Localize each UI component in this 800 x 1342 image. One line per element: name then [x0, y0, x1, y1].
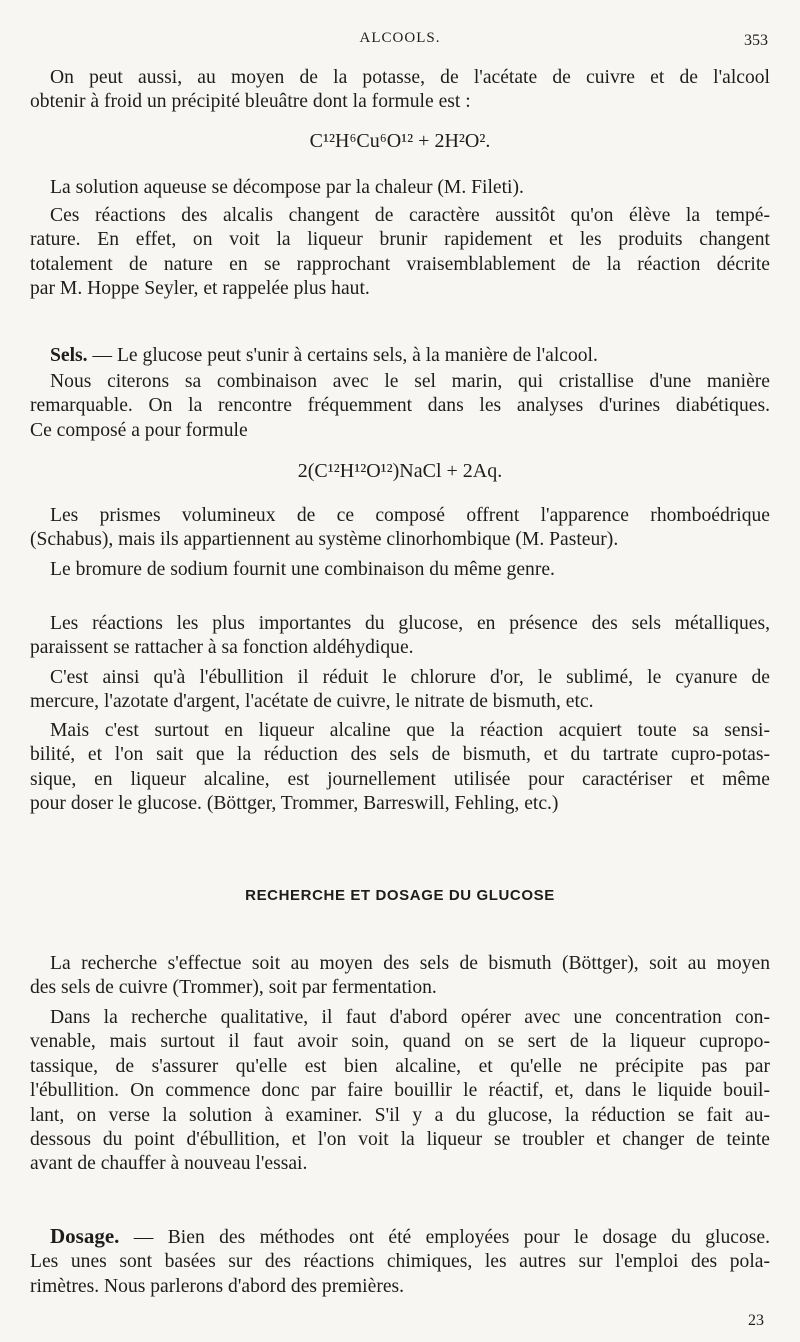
formula-text: 2(C¹²H¹²O¹²)NaCl + 2Aq. — [297, 460, 503, 482]
text-line: l'ébullition. On commence donc par faire bouillir le réactif, et, dans le liquide bouil- — [30, 1080, 770, 1102]
formula-text: C¹²H⁶Cu⁶O¹² + 2H²O². — [309, 130, 491, 152]
text-line: pour doser le glucose. (Böttger, Trommer, Barreswill, Fehling, etc.) — [30, 793, 559, 815]
page-number: 353 — [744, 32, 768, 49]
text-line: remarquable. On la rencontre fréquemment dans les analyses d'urines diabétiques. — [30, 395, 770, 417]
text-line: tassique, de s'assurer qu'elle est bien alcaline, et qu'elle ne précipite pas par — [30, 1055, 770, 1077]
paragraph-fileti — [30, 176, 770, 200]
text-line: (Schabus), mais ils appartiennent au système clinorhombique (M. Pasteur). — [30, 529, 619, 551]
text-line: La solution aqueuse se décompose par la chaleur (M. Fileti). — [50, 177, 524, 198]
text-line: lant, on verse la solution à examiner. S'il y a du glucose, la réduction se fait au- — [30, 1104, 770, 1126]
paragraph-recherche — [30, 952, 770, 1001]
header-title: ALCOOLS. — [359, 30, 441, 46]
text-line: par M. Hoppe Seyler, et rappelée plus haut. — [30, 278, 370, 300]
text-line: Nous citerons sa combinaison avec le sel marin, qui cristallise d'une manière — [50, 371, 770, 392]
text-line: avant de chauffer à nouveau l'essai. — [30, 1153, 308, 1175]
formula-copper-compound — [0, 130, 800, 153]
text-line: bilité, et l'on sait que la réduction des sels de bismuth, et du tartrate cupro-potas- — [30, 744, 770, 766]
text-line: mercure, l'azotate d'argent, l'acétate de cuivre, le nitrate de bismuth, etc. — [30, 691, 594, 713]
paragraph-sels — [30, 344, 770, 368]
formula-nacl-compound — [0, 460, 800, 483]
paragraph-reactions-metalliques — [30, 612, 770, 661]
text-line: La recherche s'effectue soit au moyen des sels de bismuth (Böttger), soit au moyen — [50, 953, 770, 974]
paragraph-dosage — [30, 1224, 770, 1299]
text-line: paraissent se rattacher à sa fonction aldéhydique. — [30, 637, 414, 659]
text-line: rimètres. Nous parlerons d'abord des premières. — [30, 1275, 405, 1297]
text-line: Le bromure de sodium fournit une combinaison du même genre. — [50, 559, 555, 580]
paragraph-alcalis — [30, 204, 770, 302]
text-line: Les unes sont basées sur des réactions chimiques, les autres sur l'emploi des pola- — [30, 1251, 770, 1273]
paragraph-liqueur-alcaline — [30, 719, 770, 817]
text-line: Ce composé a pour formule — [30, 419, 248, 441]
text-line: — Le glucose peut s'unir à certains sels, à la manière de l'alcool. — [92, 345, 598, 366]
running-header — [30, 30, 770, 54]
paragraph-sel-marin — [30, 370, 770, 443]
paragraph-potasse — [30, 66, 770, 115]
text-line: On peut aussi, au moyen de la potasse, de l'acétate de cuivre et de l'alcool — [50, 67, 770, 88]
paragraph-bromure — [30, 558, 770, 582]
text-line: Mais c'est surtout en liqueur alcaline que la réaction acquiert toute sa sensi- — [50, 720, 770, 741]
text-line: — Bien des méthodes ont été employées pour le dosage du glucose. — [133, 1227, 770, 1248]
text-line: des sels de cuivre (Trommer), soit par fermentation. — [30, 977, 437, 999]
text-line: venable, mais surtout il faut avoir soin, quand on se sert de la liqueur cupropo- — [30, 1031, 770, 1053]
text-line: sique, en liqueur alcaline, est journellement utilisée pour caractériser et même — [30, 768, 770, 790]
dosage-heading: Dosage. — [50, 1224, 120, 1248]
text-line: Les prismes volumineux de ce composé offrent l'apparence rhomboédrique — [50, 505, 770, 526]
text-line: C'est ainsi qu'à l'ébullition il réduit le chlorure d'or, le sublimé, le cyanure de — [50, 667, 770, 688]
text-line: rature. En effet, on voit la liqueur brunir rapidement et les produits changent — [30, 229, 770, 251]
text-line: Ces réactions des alcalis changent de caractère aussitôt qu'on élève la tempé- — [50, 205, 770, 226]
paragraph-qualitative — [30, 1006, 770, 1177]
section-heading: RECHERCHE ET DOSAGE DU GLUCOSE — [245, 887, 555, 904]
signature-number: 23 — [748, 1312, 764, 1329]
text-line: obtenir à froid un précipité bleuâtre dont la formule est : — [30, 91, 471, 113]
text-line: Les réactions les plus importantes du glucose, en présence des sels métalliques, — [50, 613, 770, 634]
text-line: Dans la recherche qualitative, il faut d'abord opérer avec une concentration con- — [50, 1007, 770, 1028]
paragraph-prismes — [30, 504, 770, 553]
sels-heading: Sels. — [50, 345, 88, 366]
text-line: totalement de nature en se rapprochant vraisemblablement de la réaction décrite — [30, 253, 770, 275]
paragraph-ebullition — [30, 666, 770, 715]
text-line: dessous du point d'ébullition, et l'on voit la liqueur se troubler et changer de teinte — [30, 1129, 770, 1151]
